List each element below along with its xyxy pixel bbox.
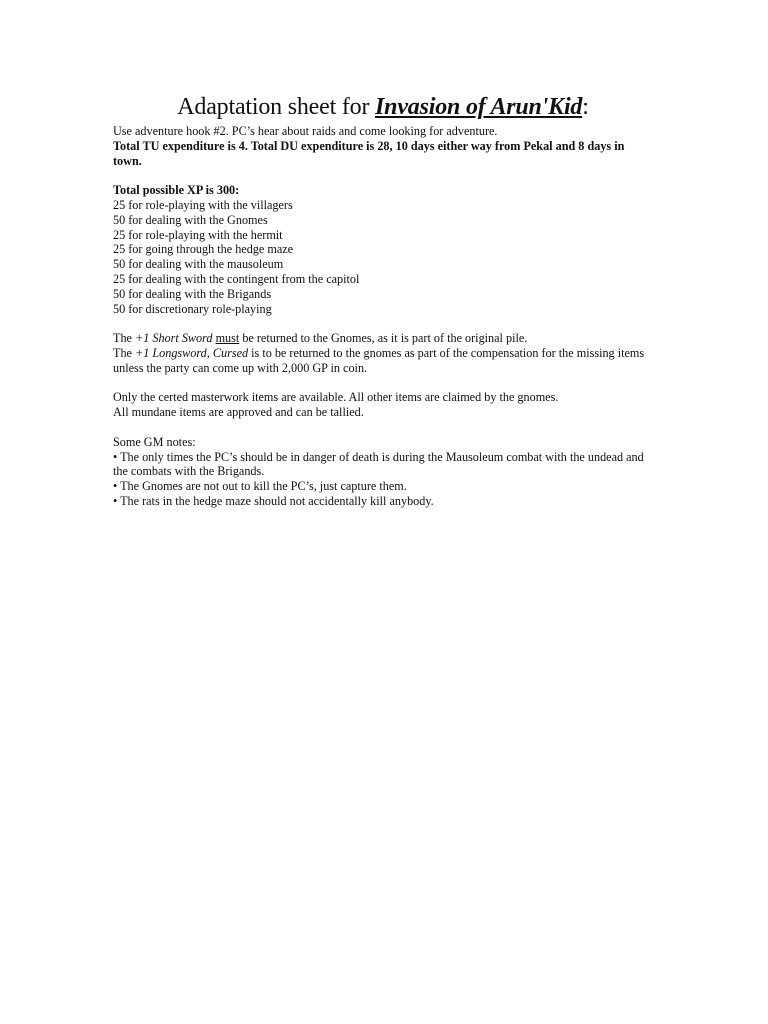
gm-note-item: • The rats in the hedge maze should not accidentally kill anybody. — [113, 493, 434, 508]
must-emphasis: must — [215, 331, 240, 346]
certed-items-line: Only the certed masterwork items are available. All other items are claimed by the gnomes. — [113, 390, 559, 405]
xp-item: 50 for dealing with the mausoleum — [113, 257, 284, 272]
spacer — [113, 168, 653, 183]
xp-item: 25 for dealing with the contingent from the capitol — [113, 271, 360, 286]
gm-note-item: • The only times the PC’s should be in danger of death is during the Mausoleum combat with the undead and the combats with the Brigands. — [113, 449, 644, 479]
short-sword-name: +1 Short Sword — [135, 331, 213, 346]
title-suffix: : — [582, 94, 589, 120]
spacer — [113, 376, 653, 391]
xp-item: 25 for going through the hedge maze — [113, 242, 294, 257]
longsword-post: is to be returned to the gnomes as part of the compensation for the missing items unless the party can come up with 2,000 GP in coin. — [113, 345, 645, 375]
short-sword-line — [113, 331, 653, 346]
longsword-pre: The — [113, 345, 135, 360]
xp-item: 50 for discretionary role-playing — [113, 301, 272, 316]
mundane-items-line: All mundane items are approved and can be tallied. — [113, 405, 364, 420]
longsword-name: +1 Longsword, Cursed — [135, 345, 249, 360]
title-prefix: Adaptation sheet for — [177, 94, 376, 120]
adventure-name: Invasion of Arun'Kid — [375, 94, 583, 120]
xp-list — [113, 198, 653, 316]
xp-item: 25 for role-playing with the villagers — [113, 197, 293, 212]
short-sword-post: be returned to the Gnomes, as it is part of the original pile. — [239, 331, 528, 346]
gm-note-item: • The Gnomes are not out to kill the PC’s, just capture them. — [113, 479, 407, 494]
spacer — [113, 316, 653, 331]
xp-item: 50 for dealing with the Gnomes — [113, 212, 268, 227]
longsword-line — [113, 346, 653, 376]
gm-notes-list — [113, 450, 653, 509]
gm-notes-heading: Some GM notes: — [113, 434, 196, 449]
xp-item: 50 for dealing with the Brigands — [113, 286, 272, 301]
xp-item: 25 for role-playing with the hermit — [113, 227, 283, 242]
document-title — [113, 92, 653, 122]
document-page — [113, 92, 653, 509]
xp-heading: Total possible XP is 300: — [113, 183, 240, 198]
adventure-hook-line: Use adventure hook #2. PC’s hear about raids and come looking for adventure. — [113, 124, 498, 138]
expenditure-line: Total TU expenditure is 4. Total DU expenditure is 28, 10 days either way from Pekal and 8 days in town. — [113, 138, 625, 168]
spacer — [113, 420, 653, 435]
short-sword-pre: The — [113, 331, 135, 346]
